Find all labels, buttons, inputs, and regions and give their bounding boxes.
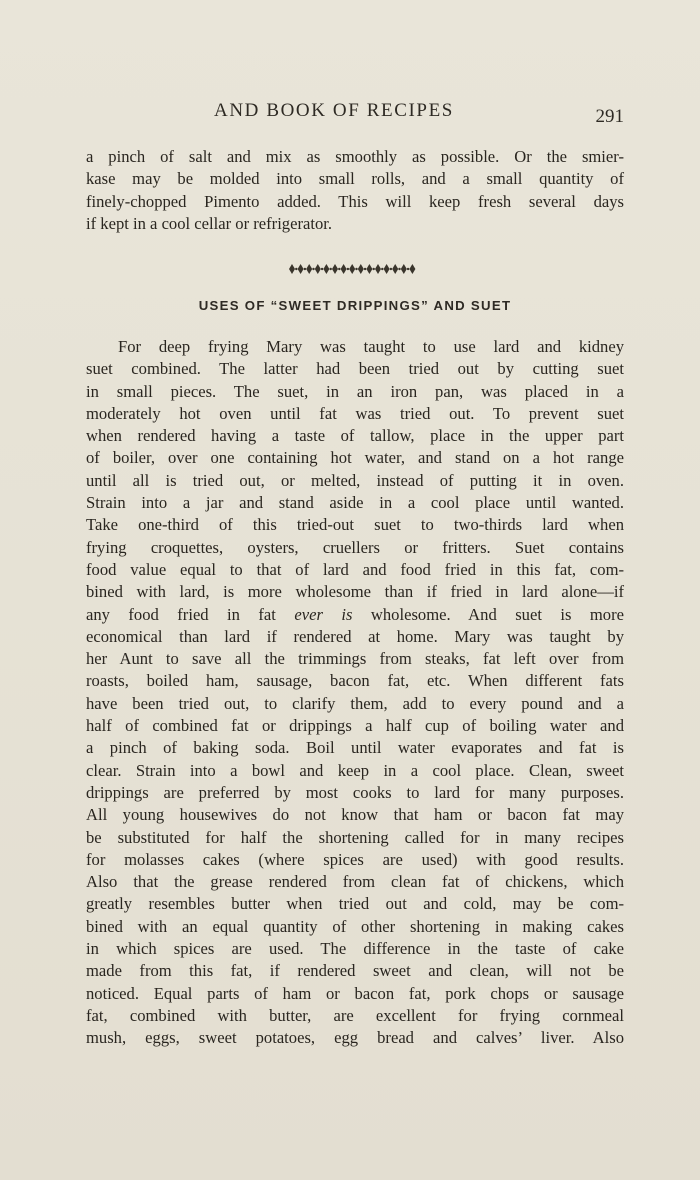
ornament-dot: [407, 268, 409, 270]
text-line: For deep frying Mary was taught to use lard and kidney: [118, 337, 624, 356]
ornament-diamond: [401, 264, 407, 274]
italic-phrase: ever is: [294, 604, 353, 624]
running-head: [88, 100, 624, 130]
text-line: kase may be molded into small rolls, and a small quantity of: [86, 169, 624, 189]
ornament-dot: [330, 268, 332, 270]
text-line: suet combined. The latter had been tried out by cutting suet: [86, 359, 624, 379]
text-segment: wholesome. And suet is more: [352, 604, 624, 624]
body-paragraph: [86, 336, 624, 1050]
ornament-diamond: [341, 264, 347, 274]
text-line: half of combined fat or drippings a half cup of boiling water and: [86, 716, 624, 736]
ornament-diamond: [409, 264, 415, 274]
text-line: of boiler, over one containing hot water, and stand on a hot range: [86, 448, 624, 468]
intro-paragraph: [86, 146, 624, 235]
ornament-dot: [373, 268, 375, 270]
text-line: Take one-third of this tried-out suet to two-thirds lard when: [86, 515, 624, 535]
ornament-dot: [312, 268, 314, 270]
text-line: have been tried out, to clarify them, add to every pound and a: [86, 693, 624, 713]
text-line: clear. Strain into a bowl and keep in a cool place. Clean, sweet: [86, 760, 624, 780]
text-line: in which spices are used. The difference in the taste of cake: [86, 939, 624, 959]
text-line: All young housewives do not know that ham or bacon fat may: [86, 805, 624, 825]
ornament-diamond: [375, 264, 381, 274]
text-line: bined with lard, is more wholesome than if fried in lard alone—if: [86, 582, 624, 602]
ornament-diamond: [298, 264, 304, 274]
ornament-dot: [321, 268, 323, 270]
ornament-diamond: [332, 264, 338, 274]
text-line: in small pieces. The suet, in an iron pan, was placed in a: [86, 381, 624, 401]
ornament-diamond: [384, 264, 390, 274]
text-line-with-italic: [86, 604, 624, 626]
text-line: drippings are preferred by most cooks to lard for many purposes.: [86, 782, 624, 802]
ornament-dot: [364, 268, 366, 270]
text-line: frying croquettes, oysters, cruellers or fritters. Suet contains: [86, 537, 624, 557]
ornament-dot: [338, 268, 340, 270]
page-number: 291: [595, 106, 624, 127]
ornament-dot: [304, 268, 306, 270]
ornament-dot: [390, 268, 392, 270]
ornament-diamond: [366, 264, 372, 274]
ornament-diamond: [323, 264, 329, 274]
ornament-diamond: [306, 264, 312, 274]
text-line: Also that the grease rendered from clean fat of chickens, which: [86, 872, 624, 892]
text-line: food value equal to that of lard and food fried in this fat, com-: [86, 559, 624, 579]
text-line: roasts, boiled ham, sausage, bacon fat, etc. When different fats: [86, 671, 624, 691]
text-line: a pinch of salt and mix as smoothly as possible. Or the smier-: [86, 147, 624, 166]
text-line: fat, combined with butter, are excellent for frying cornmeal: [86, 1005, 624, 1025]
ornament-dot: [355, 268, 357, 270]
ornament-diamond: [315, 264, 321, 274]
text-line: a pinch of baking soda. Boil until water evaporates and fat is: [86, 738, 624, 758]
text-line: mush, eggs, sweet potatoes, egg bread and calves’ liver. Also: [86, 1028, 624, 1048]
text-line: greatly resembles butter when tried out and cold, may be com-: [86, 894, 624, 914]
ornament-dot: [398, 268, 400, 270]
text-line: for molasses cakes (where spices are used) with good results.: [86, 849, 624, 869]
ornament-dot: [347, 268, 349, 270]
ornament-dot: [295, 268, 297, 270]
text-line: bined with an equal quantity of other shortening in making cakes: [86, 916, 624, 936]
decorative-ornament-divider: [288, 262, 426, 276]
ornament-diamond: [349, 264, 355, 274]
ornament-dot: [381, 268, 383, 270]
text-line: finely-chopped Pimento added. This will keep fresh several days: [86, 191, 624, 211]
text-segment: any food fried in fat: [86, 604, 295, 624]
ornament-diamond: [392, 264, 398, 274]
text-line: moderately hot oven until fat was tried out. To prevent suet: [86, 403, 624, 423]
text-line: Strain into a jar and stand aside in a cool place until wanted.: [86, 493, 624, 513]
text-line: noticed. Equal parts of ham or bacon fat, pork chops or sausage: [86, 983, 624, 1003]
ornament-icon: [288, 262, 426, 276]
text-line: made from this fat, if rendered sweet and clean, will not be: [86, 961, 624, 981]
text-line: when rendered having a taste of tallow, place in the upper part: [86, 426, 624, 446]
ornament-diamond: [289, 264, 295, 274]
text-line: economical than lard if rendered at home. Mary was taught by: [86, 626, 624, 646]
running-title: AND BOOK OF RECIPES: [214, 100, 454, 121]
text-line: if kept in a cool cellar or refrigerator.: [86, 213, 333, 233]
section-heading: USES OF “SWEET DRIPPINGS” AND SUET: [198, 298, 512, 313]
ornament-diamond: [358, 264, 364, 274]
text-line: until all is tried out, or melted, instead of putting it in oven.: [86, 470, 624, 490]
text-line: be substituted for half the shortening called for in many recipes: [86, 827, 624, 847]
text-line: her Aunt to save all the trimmings from steaks, fat left over from: [86, 649, 624, 669]
